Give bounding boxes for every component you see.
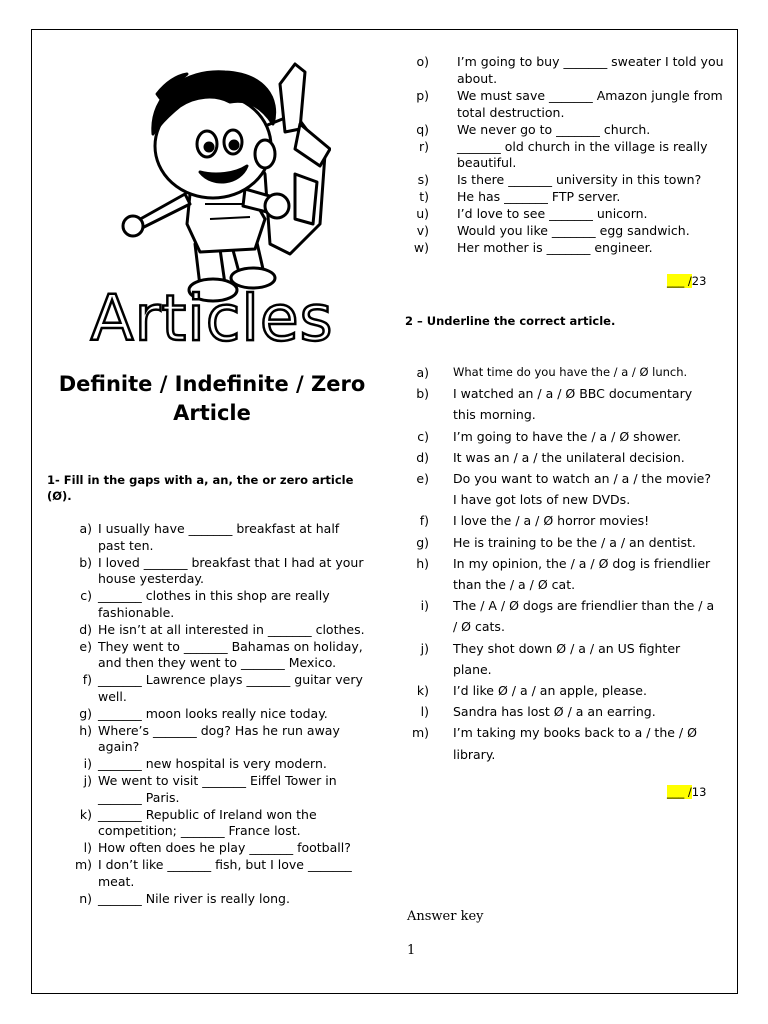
list-item: b) I loved _______ breakfast that I had at your house yesterday. (79, 554, 364, 587)
list-item: r) _______ old church in the village is really beautiful. (418, 138, 708, 171)
section2-list (405, 362, 735, 765)
list-item: u) I’d love to see _______ unicorn. (416, 206, 648, 222)
list-item: e) Do you want to watch an / a / the movie? (416, 471, 712, 487)
list-item: d) It was an / a / the unilateral decision. (416, 449, 685, 465)
list-item: d) He isn’t at all interested in _______ clothes. (79, 621, 365, 637)
worksheet-title: Articles (90, 282, 334, 355)
list-item: g) _______ moon looks really nice today. (79, 705, 328, 721)
list-item: v) Would you like _______ egg sandwich. (416, 223, 690, 239)
list-item: b) I watched an / a / Ø BBC documentary (416, 386, 693, 402)
list-item: f) _______ Lawrence plays _______ guitar very well. (82, 672, 363, 704)
list-item: n) _______ Nile river is really long. (79, 890, 290, 906)
list-item: j) We went to visit _______ Eiffel Tower in _______ Paris. (83, 772, 337, 805)
list-item: c) I’m going to have the / a / Ø shower. (417, 428, 682, 444)
worksheet-subtitle: Definite / Indefinite / Zero Article (58, 372, 366, 425)
section2-heading: 2 – Underline the correct article. (405, 314, 616, 328)
list-item: h) In my opinion, the / a / Ø dog is friendlier (416, 555, 711, 571)
score-blank: ___ / (667, 274, 692, 288)
list-item: than the / a / Ø cat. (453, 577, 576, 593)
list-item: a) What time do you have the / a / Ø lunch. (416, 365, 688, 380)
list-item: i) _______ new hospital is very modern. (83, 756, 327, 772)
list-item: k) _______ Republic of Ireland won the competition; _______ France lost. (79, 806, 317, 839)
score-section2 (667, 785, 706, 799)
list-item: plane. (453, 661, 492, 677)
score-section1 (667, 274, 706, 288)
score-total: 23 (691, 274, 707, 288)
list-item: p) We must save _______ Amazon jungle from total destruction. (416, 87, 723, 120)
list-item: m) I’m taking my books back to a / the / Ø (411, 725, 697, 741)
list-item: library. (453, 746, 496, 762)
score-blank: ___ / (667, 785, 692, 799)
list-item: e) They went to _______ Bahamas on holiday, and then they went to _______ Mexico. (79, 638, 363, 671)
list-item: w) Her mother is _______ engineer. (413, 239, 653, 255)
list-item: c) _______ clothes in this shop are really fashionable. (80, 588, 330, 620)
section1-continued-list (405, 54, 735, 257)
list-item: this morning. (453, 407, 536, 423)
list-item: g) He is training to be the / a / an dentist. (416, 534, 696, 550)
list-item: / Ø cats. (453, 619, 505, 635)
list-item: j) They shot down Ø / a / an US fighter (420, 640, 681, 656)
list-item: h) Where’s _______ dog? Has he run away again? (79, 722, 340, 755)
list-item: l) Sandra has lost Ø / a an earring. (420, 704, 656, 720)
list-item: i) The / A / Ø dogs are friendlier than the / a (420, 598, 715, 614)
list-item: I have got lots of new DVDs. (453, 492, 631, 508)
list-item: m) I don’t like _______ fish, but I love _______ meat. (74, 856, 352, 889)
list-item: k) I’d like Ø / a / an apple, please. (416, 683, 647, 699)
page-number: 1 (407, 943, 416, 958)
list-item: o) I’m going to buy _______ sweater I told you about. (416, 54, 724, 86)
list-item: t) He has _______ FTP server. (419, 189, 621, 205)
list-item: l) How often does he play _______ football? (83, 840, 351, 856)
list-item: s) Is there _______ university in this town? (417, 172, 702, 188)
boy-with-backpack-icon (95, 54, 331, 304)
section1-list (47, 521, 367, 907)
list-item: a) I usually have _______ breakfast at half past ten. (79, 521, 340, 553)
list-item: f) I love the / a / Ø horror movies! (419, 513, 650, 529)
score-total: 13 (691, 785, 707, 799)
answer-key-label: Answer key (407, 909, 484, 924)
section1-heading: 1- Fill in the gaps with a, an, the or zero article (Ø). (47, 473, 354, 503)
list-item: q) We never go to _______ church. (416, 121, 651, 137)
